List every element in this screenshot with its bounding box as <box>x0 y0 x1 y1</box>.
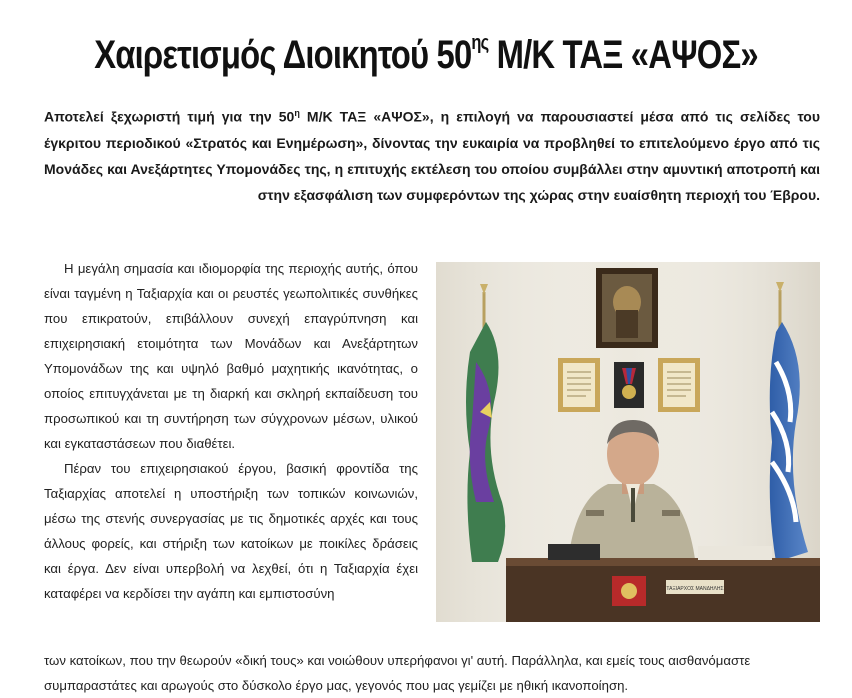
icon-frame <box>596 268 658 348</box>
paragraph-continuation-line-1: των κατοίκων, που την θεωρούν «δική τους» και νοιώθουν υπερήφανοι γι' αυτή. Παράλληλα, και εμείς τους αισθανόμαστε <box>44 653 751 668</box>
article-intro: Αποτελεί ξεχωριστή τιμή για την $50^\eta$ Μ/Κ ΤΑΞ «ΑΨΟΣ», η επιλογή να παρουσιαστεί μέσα από τις σελίδες του έγκριτου περιοδικού «Στρατός και Ενημέρωση», δίνοντας την ευκαιρία να προβληθεί το επιτελούμενο έργο από τις Μονάδες και Ανεξάρτητες Υπομονάδες της, η επιτυχής εκτέλεση του οποίου συμβάλλει στην αμυντική αποτροπή και στην εξασφάλιση των συμφερόντων της χώρας στην ευαίσθητη περιοχή του Έβρου. <box>44 108 821 203</box>
paragraph-continuation-line-2: συμπαραστάτες και αρωγούς στο δύσκολο έργο μας, γεγονός που μας γεμίζει με ηθική ικανοποίηση. <box>44 678 629 693</box>
certificate-right <box>658 358 700 412</box>
medal-frame <box>614 362 644 408</box>
desk-nameplate: ΤΑΞΙΑΡΧΟΣ ΜΑΝΔΗΛΗΣ <box>666 586 724 592</box>
commander-photo <box>436 262 820 622</box>
article-title: Χαιρετισμός Διοικητού $50^{\eta\varsigma}$ Μ/Κ ΤΑΞ «ΑΨΟΣ» <box>94 32 758 77</box>
paragraph-2: Πέραν του επιχειρησιακού έργου, βασική φροντίδα της Ταξιαρχίας αποτελεί η υποστήριξη των τοπικών κοινωνιών, μέσω της στενής συνεργασίας με τις δημοτικές αρχές και τους άλλους φορείς, και στήριξη των κατοίκων με ποικίλες δράσεις και έργα. Δεν είναι υπερβολή να λεχθεί, ότι η Ταξιαρχία έχει καταφέρει να κερδίσει την αγάπη και εμπιστοσύνη <box>44 461 418 601</box>
commander-office-illustration <box>436 262 820 622</box>
title-superscript: ης <box>471 32 489 55</box>
body-full-width <box>44 648 820 698</box>
body-column <box>44 256 418 606</box>
intro-superscript: η <box>294 108 300 118</box>
paragraph-1: Η μεγάλη σημασία και ιδιομορφία της περιοχής αυτής, όπου είναι ταγμένη η Ταξιαρχία και οι ρευστές γεωπολιτικές συνθήκες που επικρατούν, επιβάλλουν συνεχή επαγρύπνηση και επιχειρησιακή ετοιμότητα των Μονάδων και Ανεξάρτητων Υπομονάδων της και υψηλό βαθμό μαχητικής ικανότητας, ο οποίος επιτυγχάνεται με τη διαρκή και σκληρή εκπαίδευση του προσωπικού και τη συντήρηση των σύγχρονων μέσων, υλικού και εγκαταστάσεων που διαθέτει. <box>44 261 418 451</box>
certificate-left <box>558 358 600 412</box>
